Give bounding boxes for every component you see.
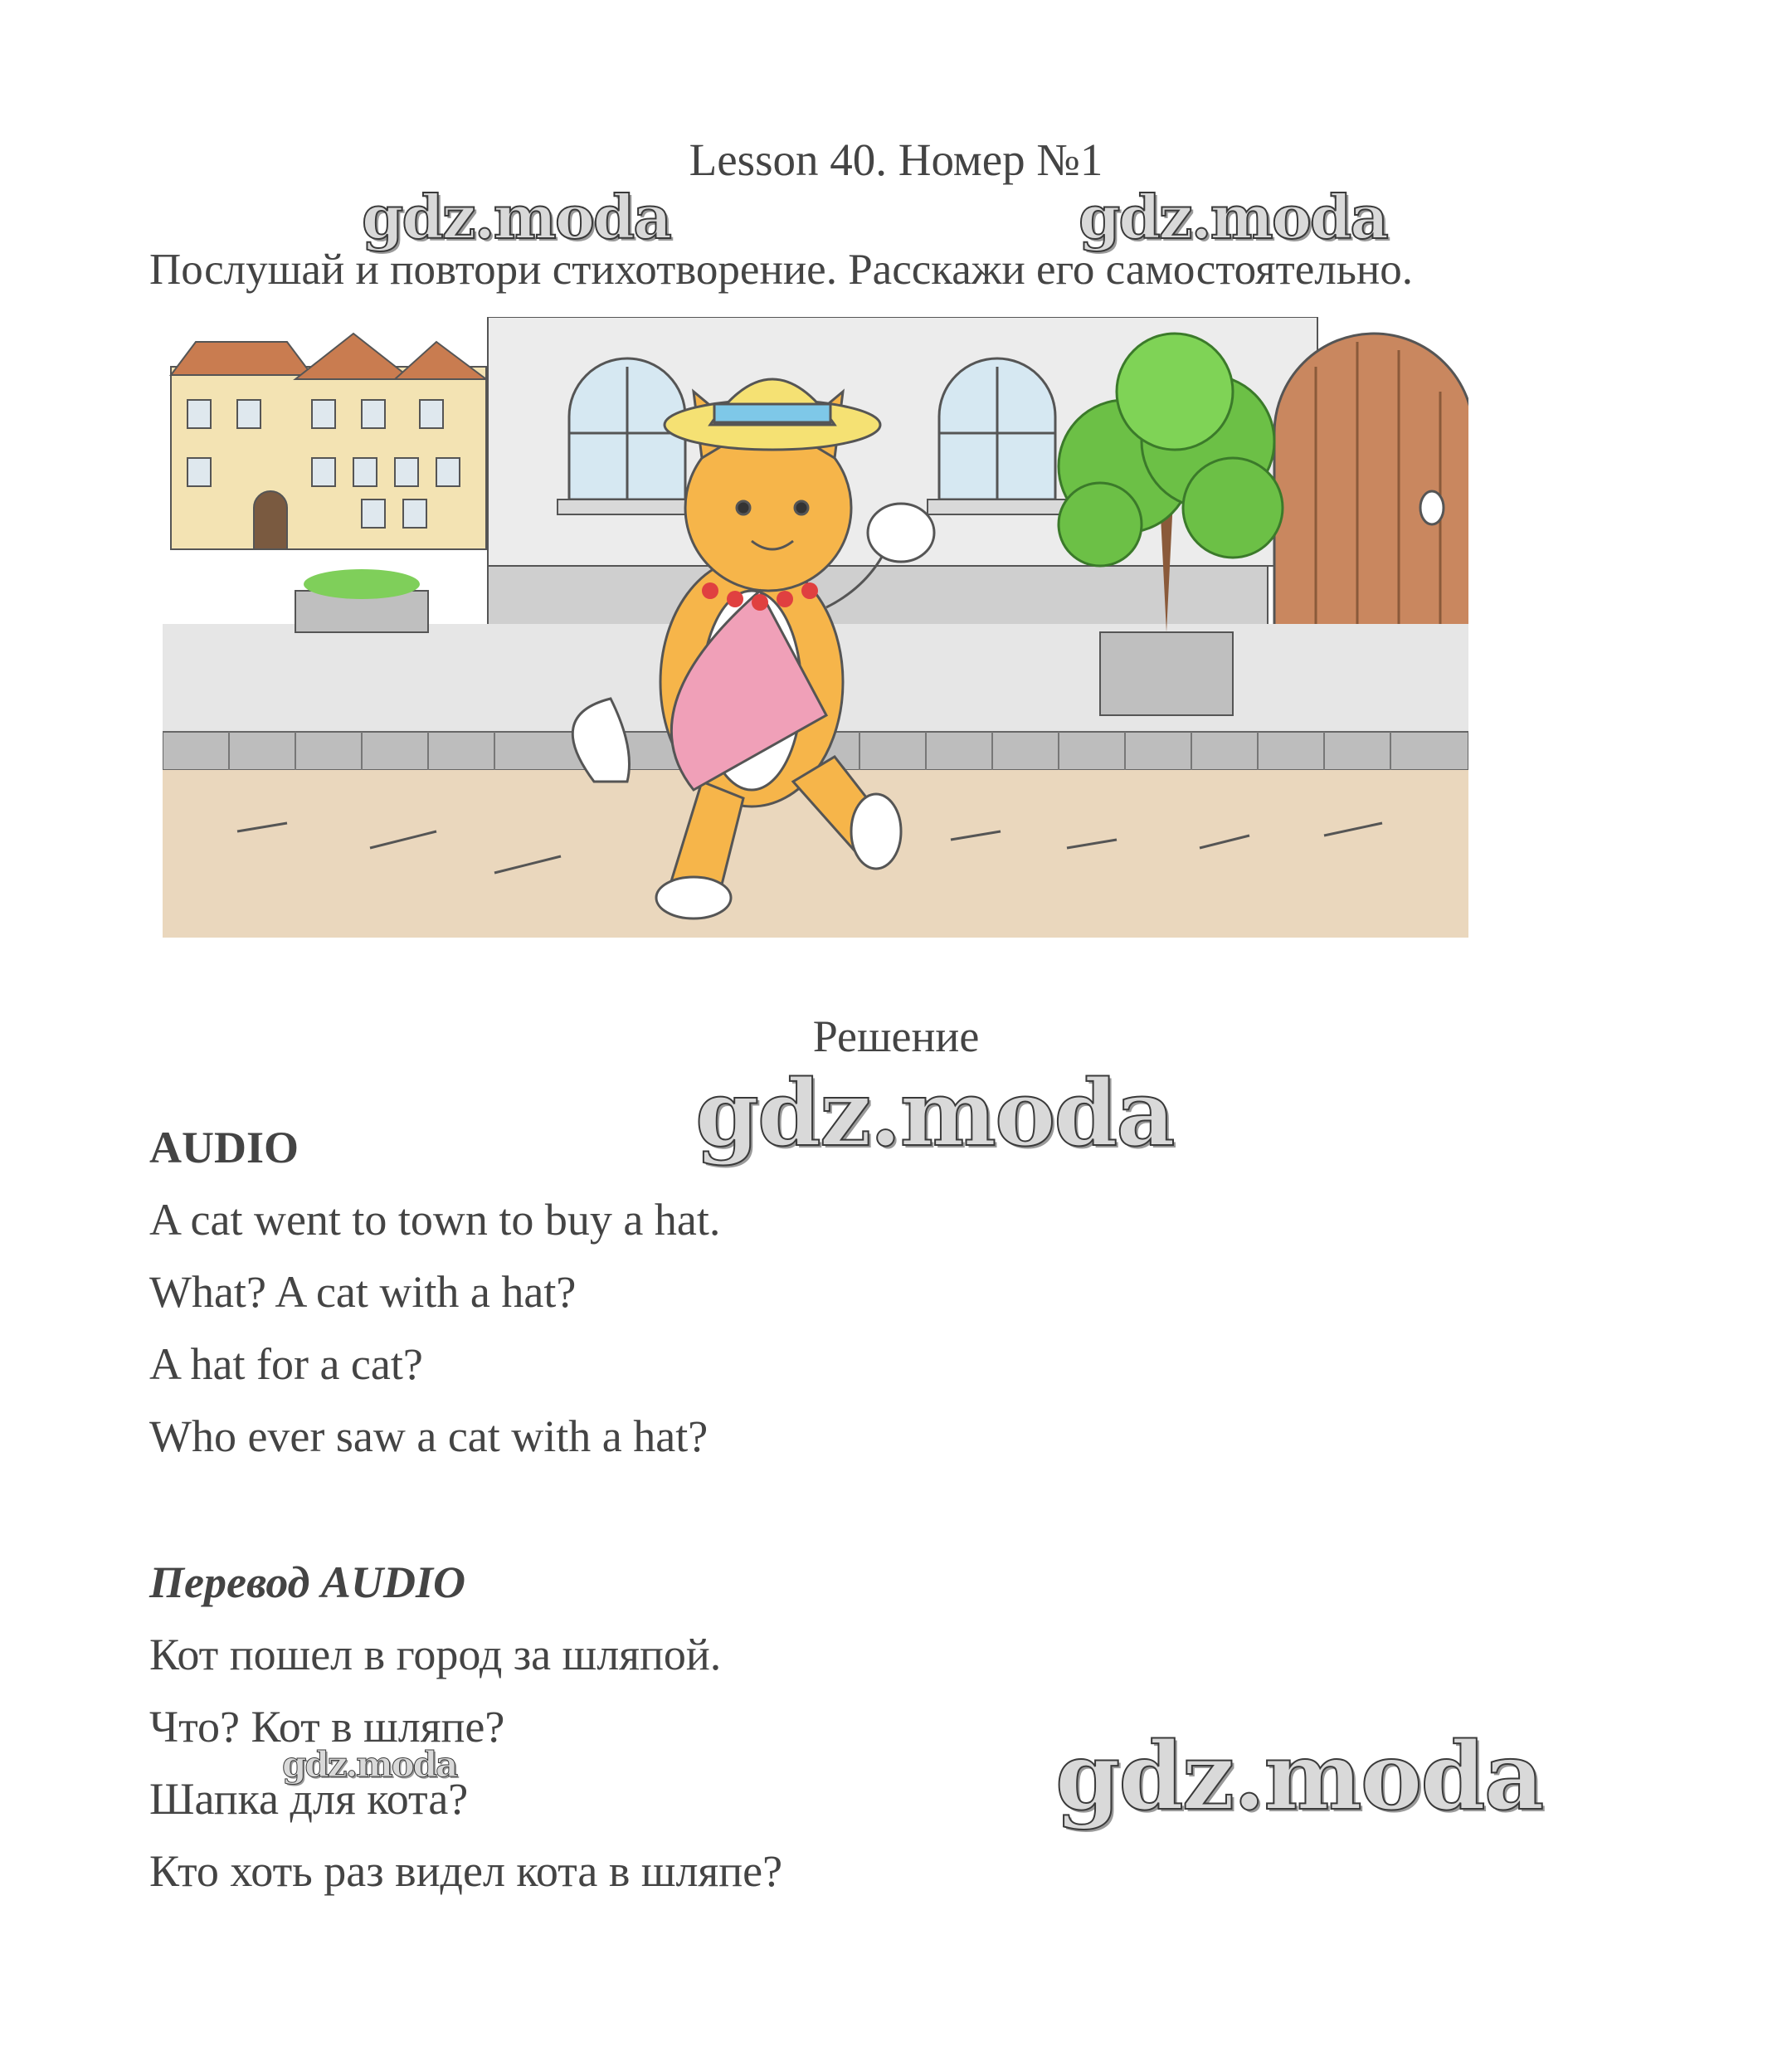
watermark: gdz.moda	[362, 182, 670, 252]
translation-line: Шапка для кота?	[149, 1774, 469, 1824]
page-title: Lesson 40. Номер №1	[689, 134, 1103, 185]
watermark: gdz.moda	[1055, 1723, 1543, 1831]
task-instruction: Послушай и повтори стихотворение. Расскажи его самостоятельно.	[149, 246, 1413, 294]
cat-street-illustration	[163, 317, 1468, 938]
poem-line: Who ever saw a cat with a hat?	[149, 1411, 709, 1461]
watermark: gdz.moda	[695, 1060, 1174, 1167]
poem-line: A cat went to town to buy a hat.	[149, 1195, 721, 1245]
solution-label: Решение	[812, 1011, 980, 1061]
watermark: gdz.moda	[1079, 182, 1387, 252]
translation-line: Что? Кот в шляпе?	[149, 1702, 505, 1752]
poem-line: What? A cat with a hat?	[149, 1267, 577, 1317]
translation-line: Кто хоть раз видел кота в шляпе?	[149, 1846, 783, 1896]
translation-line: Кот пошел в город за шляпой.	[149, 1630, 722, 1679]
watermark: gdz.moda	[282, 1744, 457, 1785]
audio-heading: AUDIO	[149, 1123, 299, 1172]
translation-heading: Перевод AUDIO	[149, 1557, 465, 1607]
poem-line: A hat for a cat?	[149, 1339, 423, 1389]
